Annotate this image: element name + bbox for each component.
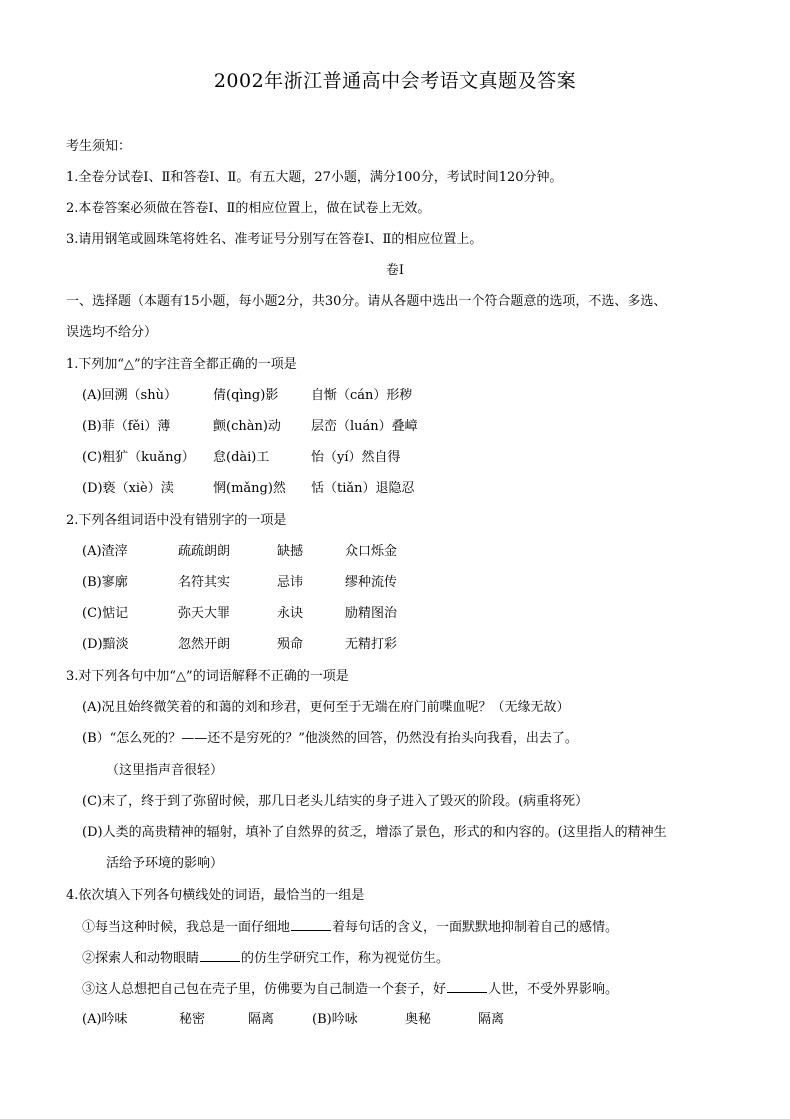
notice-item: 1.全卷分试卷Ⅰ、Ⅱ和答卷Ⅰ、Ⅱ。有五大题，27小题，满分100分，考试时间120分钟。 <box>66 170 563 185</box>
option-cell: 无精打彩 <box>345 637 398 652</box>
option-text: (D)人类的高贵精神的辐射，填补了自然界的贫乏，增添了景色，形式的和内容的。(这里指人的精神生 <box>82 825 667 840</box>
option-cell: 秘密 <box>179 1012 206 1027</box>
option-cell: 惘(mǎng)然 <box>213 481 286 496</box>
option-text-continued: （这里指声音很轻） <box>106 763 224 778</box>
option-cell: (D)黯淡 <box>82 637 129 652</box>
option-row <box>82 574 397 592</box>
section-heading-continued: 误选均不给分） <box>66 325 158 340</box>
notice-item: 2.本卷答案必须做在答卷Ⅰ、Ⅱ的相应位置上，做在试卷上无效。 <box>66 201 431 216</box>
option-text: (A)况且始终微笑着的和蔼的刘和珍君，更何至于无端在府门前喋血呢？（无缘无故） <box>82 700 570 715</box>
option-cell: 层峦（luán）叠嶂 <box>311 419 418 434</box>
option-cell: 缪种流传 <box>345 575 398 590</box>
option-row <box>82 480 415 498</box>
option-cell: (A)吟味 <box>82 1012 128 1027</box>
fill-sentence <box>82 949 449 968</box>
option-text-continued: 活给予环境的影响） <box>106 856 224 871</box>
volume-heading: 卷Ⅰ <box>385 263 405 278</box>
document-title: 2002年浙江普通高中会考语文真题及答案 <box>213 70 577 92</box>
section-heading: 一、选择题（本题有15小题，每小题2分，共30分。请从各题中选出一个符合题意的选项，不选、多选、 <box>66 294 667 309</box>
option-cell: 殒命 <box>277 637 304 652</box>
option-row <box>82 418 418 436</box>
option-cell: (B)寥廓 <box>82 575 128 590</box>
option-cell: 励精图治 <box>345 606 398 621</box>
sentence-text: ③这人总想把自己包在壳子里，仿佛要为自己制造一个套子，好 <box>82 982 447 997</box>
option-cell: 怡（yí）然自得 <box>311 450 401 465</box>
option-row <box>82 449 401 467</box>
option-cell: 怠(dài)工 <box>213 450 270 465</box>
option-row <box>82 387 412 405</box>
sentence-text: ②探索人和动物眼睛 <box>82 951 200 966</box>
option-cell: (A)渣滓 <box>82 544 128 559</box>
option-cell: 自惭（cán）形秽 <box>311 388 413 403</box>
option-cell: 忽然开朗 <box>178 637 231 652</box>
option-cell: 恬（tiǎn）退隐忍 <box>311 481 415 496</box>
option-row <box>82 636 397 654</box>
option-cell: (B)菲（fěi）薄 <box>82 419 171 434</box>
sentence-text: 人世，不受外界影响。 <box>488 982 619 997</box>
option-cell: 弥天大罪 <box>178 606 231 621</box>
option-cell: 隔离 <box>478 1012 505 1027</box>
option-cell: 忌讳 <box>277 575 304 590</box>
option-text: (B）“怎么死的？——还不是穷死的？”他淡然的回答，仍然没有抬头向我看，出去了。 <box>82 731 578 746</box>
option-row <box>82 605 397 623</box>
option-row <box>82 1011 504 1029</box>
blank-line <box>200 949 240 962</box>
option-cell: 颤(chàn)动 <box>213 419 281 434</box>
option-cell: 隔离 <box>248 1012 275 1027</box>
sentence-text: ①每当这种时候，我总是一面仔细地 <box>82 920 291 935</box>
option-cell: 疏疏朗朗 <box>178 544 231 559</box>
option-cell: 奥秘 <box>405 1012 432 1027</box>
fill-sentence <box>82 980 618 999</box>
option-cell: (B)吟咏 <box>312 1012 358 1027</box>
option-cell: 永诀 <box>277 606 304 621</box>
option-cell: 众口烁金 <box>345 544 398 559</box>
option-row <box>82 543 397 561</box>
option-cell: (A)回溯（shù） <box>82 388 177 403</box>
option-cell: 倩(qìng)影 <box>213 388 279 403</box>
question-stem: 3.对下列各句中加“△”的词语解释不正确的一项是 <box>66 669 349 684</box>
question-stem: 2.下列各组词语中没有错别字的一项是 <box>66 513 287 528</box>
notice-item: 3.请用钢笔或圆珠笔将姓名、准考证号分别写在答卷Ⅰ、Ⅱ的相应位置上。 <box>66 232 483 247</box>
option-cell: (C)惦记 <box>82 606 129 621</box>
blank-line <box>447 980 487 993</box>
notice-heading: 考生须知： <box>66 139 132 154</box>
option-cell: 名符其实 <box>178 575 231 590</box>
sentence-text: 着每句话的含义，一面默默地抑制着自己的感情。 <box>332 920 619 935</box>
fill-sentence <box>82 918 618 937</box>
blank-line <box>291 918 331 931</box>
sentence-text: 的仿生学研究工作，称为视觉仿生。 <box>241 951 450 966</box>
question-stem: 4.依次填入下列各句横线处的词语，最恰当的一组是 <box>66 888 365 903</box>
option-cell: (C)粗犷（kuǎng） <box>82 450 195 465</box>
option-text: (C)末了，终于到了弥留时候，那几日老头儿结实的身子进入了毁灭的阶段。(病重将死） <box>82 794 589 809</box>
option-cell: 缺撼 <box>277 544 304 559</box>
question-stem: 1.下列加“△”的字注音全都正确的一项是 <box>66 357 297 372</box>
option-cell: (D)亵（xiè）渎 <box>82 481 174 496</box>
